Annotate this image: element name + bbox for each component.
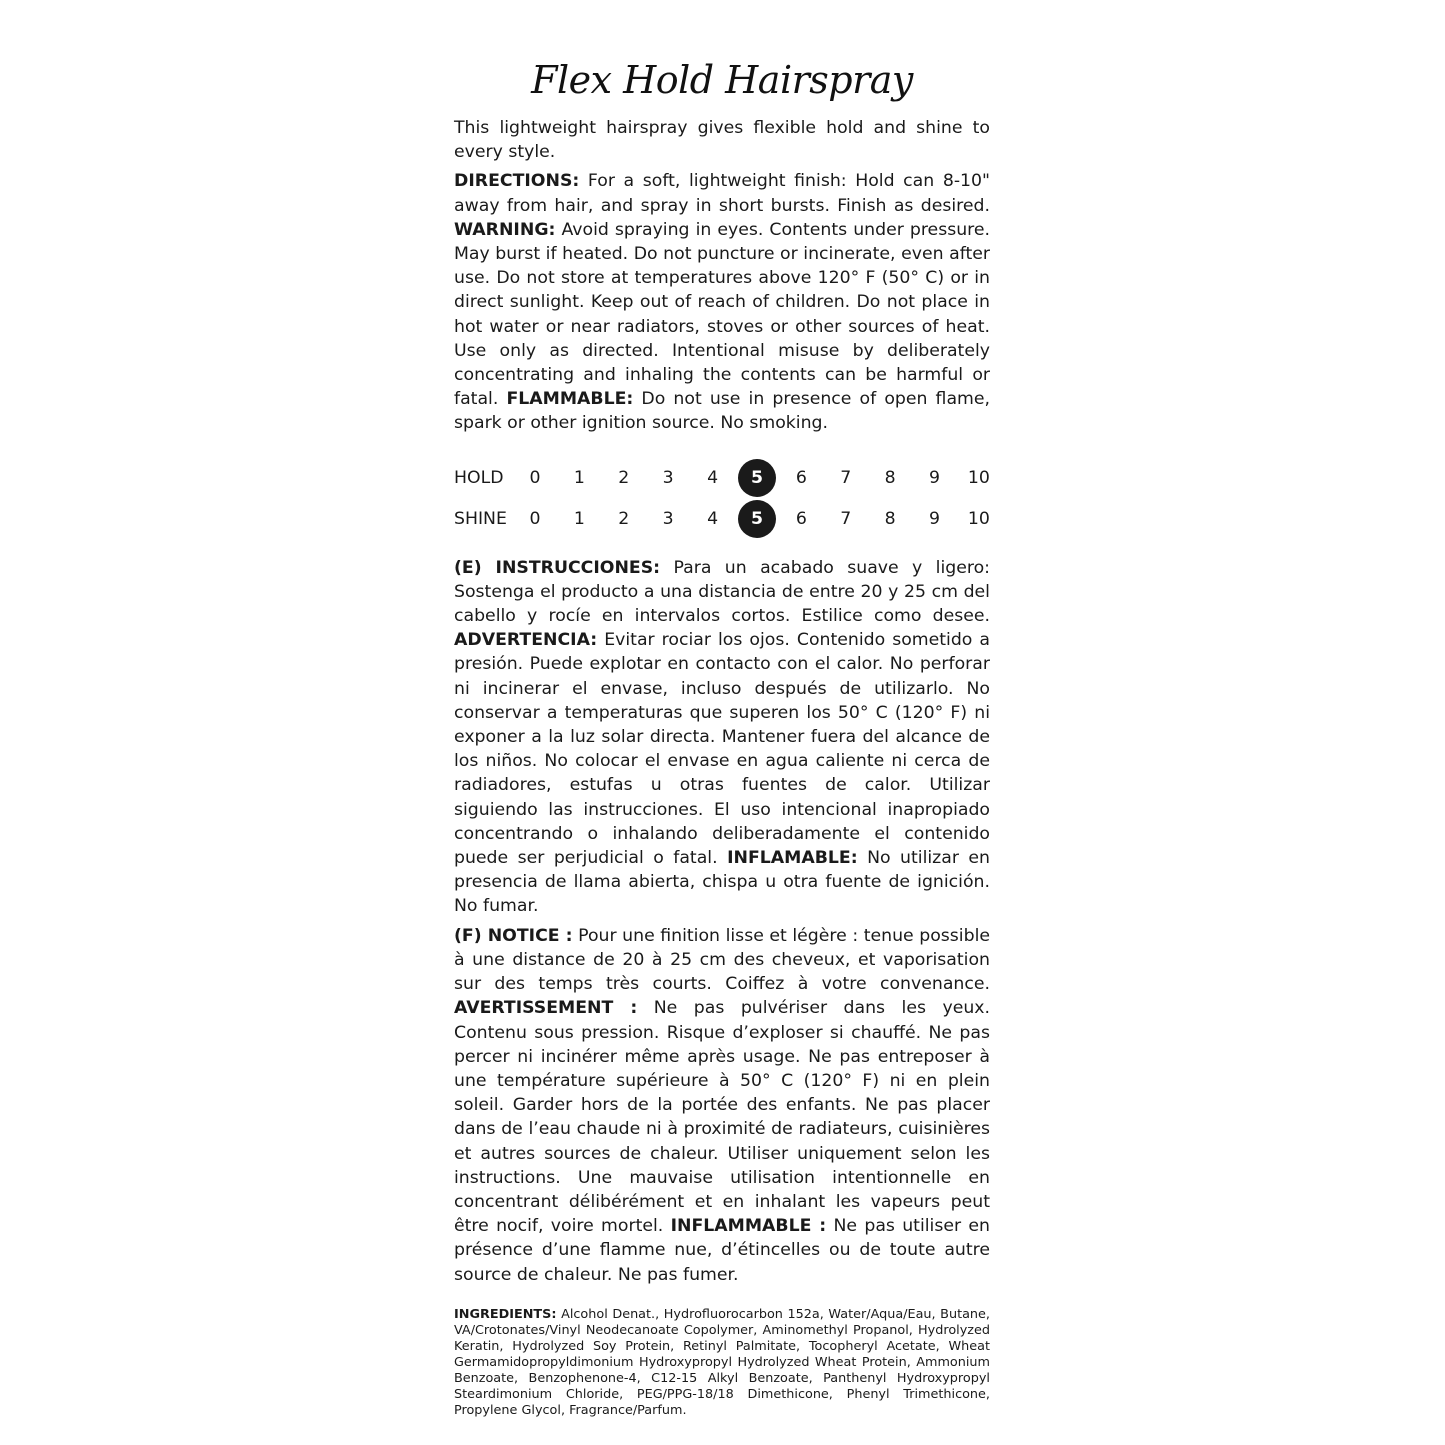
hold-value-4: 4 bbox=[707, 468, 719, 489]
notice-text: Pour une finition lisse et légère : tenue possible à une distance de 20 à 25 cm des cheveux, et vaporisation sur des temps très courts. Coiffez à votre convenance. bbox=[454, 925, 991, 995]
inflammable-text: Ne pas utiliser en présence d’une flamme nue, d’étincelles ou de toute autre source de chaleur. Ne pas fumer. bbox=[454, 1216, 990, 1285]
ingredients-section bbox=[454, 1307, 990, 1420]
advertencia-text: Evitar rociar los ojos. Contenido sometido a presión. Puede explotar en contacto con el calor. No perforar ni incinerar el envase, incluso después de utilizarlo. No conservar a temperaturas que superen los 50° C (120° F) ni exponer a la luz solar directa. Mantener fuera del alcance de los niños. No colocar el envase en agua caliente ni cerca de radiadores, estufas u otras fuentes de calor. Utilizar siguiendo las instrucciones. El uso intencional inapropiado concentrando o inhalando deliberadamente el contenido puede ser perjudicial o fatal. bbox=[454, 630, 990, 869]
instrucciones-text: Para un acabado suave y ligero: Sostenga el producto a una distancia de entre 20 y 25 cm del cabello y rocíe en intervalos cortos. Estilice como desee. bbox=[454, 557, 990, 627]
hold-value-1: 1 bbox=[573, 468, 585, 489]
hold-value-5-selected: 5 bbox=[738, 459, 776, 497]
avertissement-label: AVERTISSEMENT : bbox=[454, 998, 638, 1019]
hold-value-9: 9 bbox=[929, 468, 941, 489]
flammable-text: Do not use in presence of open flame, spark or other ignition source. No smoking. bbox=[454, 389, 990, 434]
hold-value-2: 2 bbox=[618, 468, 630, 489]
warning-label: WARNING: bbox=[454, 219, 556, 240]
shine-value-7: 7 bbox=[840, 509, 852, 530]
shine-label: SHINE bbox=[454, 509, 507, 530]
french-section bbox=[454, 924, 990, 1287]
hold-label: HOLD bbox=[454, 468, 504, 489]
inflammable-label: INFLAMMABLE : bbox=[670, 1216, 827, 1237]
shine-value-10: 10 bbox=[967, 509, 990, 530]
intro-text: This lightweight hairspray gives flexible hold and shine to every style. bbox=[454, 118, 990, 163]
shine-numbers bbox=[516, 500, 990, 538]
shine-value-0: 0 bbox=[529, 509, 541, 530]
product-title: Flex Hold Hairspray bbox=[531, 58, 913, 102]
shine-value-8: 8 bbox=[884, 509, 896, 530]
instrucciones-label: (E) INSTRUCCIONES: bbox=[454, 557, 661, 578]
hold-value-3: 3 bbox=[662, 468, 674, 489]
advertencia-label: ADVERTENCIA: bbox=[454, 630, 598, 651]
shine-value-4: 4 bbox=[707, 509, 719, 530]
inflamable-label: INFLAMABLE: bbox=[727, 848, 858, 869]
warning-text: Avoid spraying in eyes. Contents under pressure. May burst if heated. Do not puncture or incinerate, even after use. Do not store at temperatures above 120° F (50° C) or in direct sunlight. Keep out of reach of children. Do not place in hot water or near radiators, stoves or other sources of heat. Use only as directed. Intentional misuse by deliberately concentrating and inhaling the contents can be harmful or fatal. bbox=[454, 219, 990, 410]
inflamable-text: No utilizar en presencia de llama abierta, chispa u otra fuente de ignición. No fumar. bbox=[454, 848, 990, 917]
ingredients-label: INGREDIENTS: bbox=[454, 1306, 557, 1322]
avertissement-text: Ne pas pulvériser dans les yeux. Contenu sous pression. Risque d’exploser si chauffé. Ne pas percer ni incinérer même après usage. Ne pas entreposer à une température supérieure à 50° C (120° F) ni en plein soleil. Garder hors de la portée des enfants. Ne pas placer dans de l’eau chaude ni à proximité de radiateurs, cuisinières et autres sources de chaleur. Utiliser uniquement selon les instructions. Une mauvaise utilisation intentionnelle en concentrant délibérément et en inhalant les vapeurs peut être nocif, voire mortel. bbox=[454, 998, 991, 1237]
shine-value-5-selected: 5 bbox=[738, 500, 776, 538]
directions-text: For a soft, lightweight finish: Hold can 8-10" away from hair, and spray in short bursts. Finish as desired. bbox=[454, 171, 990, 216]
ingredients-text: Alcohol Denat., Hydrofluorocarbon 152a, Water/Aqua/Eau, Butane, VA/Crotonates/Vinyl Neodecanoate Copolymer, Aminomethyl Propanol, Hydrolyzed Keratin, Hydrolyzed Soy Protein, Retinyl Palmitate, Tocopheryl Acetate, Wheat Germamidopropyldimonium Hydroxypropyl Hydrolyzed Wheat Protein, Ammonium Benzoate, Benzophenone-4, C12-15 Alkyl Benzoate, Panthenyl Hydroxypropyl Steardimonium Chloride, PEG/PPG-18/18 Dimethicone, Phenyl Trimethicone, Propylene Glycol, Fragrance/Parfum. bbox=[454, 1306, 990, 1419]
shine-value-1: 1 bbox=[573, 509, 585, 530]
flammable-label: FLAMMABLE: bbox=[506, 389, 634, 410]
shine-value-6: 6 bbox=[795, 509, 807, 530]
shine-value-9: 9 bbox=[929, 509, 941, 530]
hold-scale bbox=[454, 458, 990, 499]
hold-value-0: 0 bbox=[529, 468, 541, 489]
english-section bbox=[454, 169, 990, 435]
rating-scales bbox=[454, 458, 990, 540]
spanish-section bbox=[454, 556, 990, 919]
hold-numbers bbox=[516, 459, 990, 497]
hold-value-7: 7 bbox=[840, 468, 852, 489]
shine-value-2: 2 bbox=[618, 509, 630, 530]
shine-scale bbox=[454, 499, 990, 540]
hold-value-8: 8 bbox=[884, 468, 896, 489]
directions-label: DIRECTIONS: bbox=[454, 171, 580, 192]
shine-value-3: 3 bbox=[662, 509, 674, 530]
notice-label: (F) NOTICE : bbox=[454, 925, 573, 946]
hold-value-10: 10 bbox=[967, 468, 990, 489]
product-label bbox=[454, 58, 990, 1432]
hold-value-6: 6 bbox=[795, 468, 807, 489]
